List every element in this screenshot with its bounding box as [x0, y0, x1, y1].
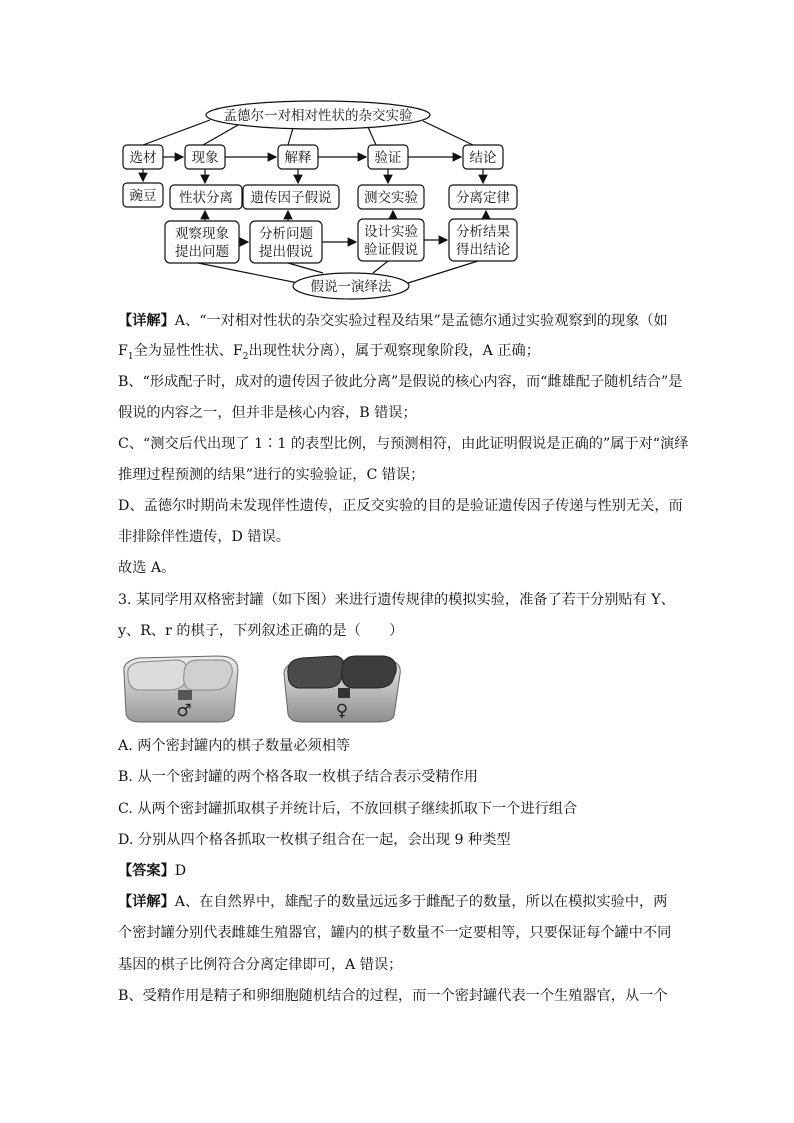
detail1-b-line2: 假说的内容之一，但并非是核心内容，B 错误；	[118, 405, 417, 421]
detail2-a-line3: 基因的棋子比例符合分离定律即可，A 错误；	[118, 957, 403, 973]
detail-tag: 【详解】	[118, 894, 175, 910]
step-verify-label: 验证	[374, 150, 402, 166]
method-1-line1: 观察现象	[175, 226, 229, 242]
diagram-top-label: 孟德尔一对相对性状的杂交实验	[223, 108, 413, 124]
detail1-a-line2: $F_1$全为显性性状、$F_2$出现性状分离），属于观察现象阶段，A 正确；	[118, 343, 540, 362]
method-3-line1: 设计实验	[364, 224, 418, 240]
detail-tag: 【详解】	[118, 313, 175, 329]
answer-line	[118, 861, 186, 881]
method-4-line2: 得出结论	[456, 242, 510, 258]
female-symbol: ♀	[335, 701, 349, 721]
result-hypothesis-label: 遗传因子假说	[250, 190, 332, 206]
option-c: C. 从两个密封罐抓取棋子并统计后，不放回棋子继续抓取下一个进行组合	[118, 801, 578, 817]
female-jar-image	[280, 650, 405, 728]
detail1-conclusion: 故选 A。	[118, 560, 176, 576]
step-select-label: 选材	[129, 150, 157, 166]
mendel-concept-diagram	[118, 98, 538, 303]
answer-value: D	[174, 863, 187, 879]
result-law-label: 分离定律	[456, 190, 510, 206]
method-1-line2: 提出问题	[175, 244, 229, 260]
male-jar-image	[118, 650, 243, 728]
detail1-d-line1: D、孟德尔时期尚未发现伴性遗传，正反交实验的目的是验证遗传因子传递与性别无关，而	[118, 498, 683, 514]
method-2-line2: 提出假说	[259, 244, 313, 260]
detail1-c-line2: 推理过程预测的结果”进行的实验验证，C 错误；	[118, 467, 425, 483]
detail2-a-line1: 【详解】A、在自然界中，雄配子的数量远远多于雌配子的数量，所以在模拟实验中，两	[118, 894, 668, 910]
step-conclusion-label: 结论	[469, 150, 497, 166]
answer-tag: 【答案】	[118, 863, 175, 879]
method-3-line2: 验证假说	[364, 242, 418, 258]
question-line1: 3. 某同学用双格密封罐（如下图）来进行遗传规律的模拟实验，准备了若干分别贴有 Y、	[118, 592, 675, 608]
method-2-line1: 分析问题	[259, 226, 313, 242]
detail1-a-line1: 【详解】A、“一对相对性状的杂交实验过程及结果”是孟德尔通过实验观察到的现象（如	[118, 313, 668, 329]
result-testcross-label: 测交实验	[364, 190, 418, 206]
step-explain-label: 解释	[284, 150, 312, 166]
step-phenomenon-label: 现象	[191, 150, 219, 166]
option-b: B. 从一个密封罐的两个格各取一枚棋子结合表示受精作用	[118, 769, 478, 785]
male-symbol: ♂	[176, 701, 192, 721]
detail1-d-line2: 非排除伴性遗传，D 错误。	[118, 529, 290, 545]
option-a: A. 两个密封罐内的棋子数量必须相等	[118, 738, 351, 754]
result-segregation-label: 性状分离	[179, 190, 233, 206]
result-pea-label: 豌豆	[129, 188, 157, 204]
diagram-bottom-label: 假说一演绎法	[310, 279, 392, 295]
detail1-c-line1: C、“测交后代出现了 1∶1 的表型比例，与预测相符，由此证明假说是正确的”属于对“演绎	[118, 436, 689, 452]
detail2-a-line2: 个密封罐分别代表雌雄生殖器官，罐内的棋子数量不一定要相等，只要保证每个罐中不同	[118, 925, 672, 941]
detail1-b-line1: B、“形成配子时，成对的遗传因子彼此分离”是假说的核心内容，而“雌雄配子随机结合”是	[118, 374, 683, 390]
question-line2: y、R、r 的棋子，下列叙述正确的是（ ）	[118, 623, 404, 639]
detail2-b-line1: B、受精作用是精子和卵细胞随机结合的过程，而一个密封罐代表一个生殖器官，从一个	[118, 988, 668, 1004]
method-4-line1: 分析结果	[456, 224, 510, 240]
option-d: D. 分别从四个格各抓取一枚棋子组合在一起，会出现 9 种类型	[118, 832, 511, 848]
